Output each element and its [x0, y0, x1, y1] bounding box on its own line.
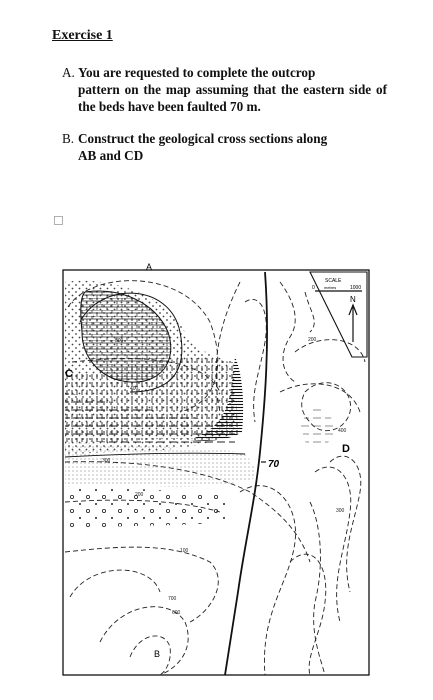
- contour-label: 400: [338, 428, 347, 434]
- contour-label: 700: [168, 596, 177, 602]
- contour-label: 100: [180, 548, 189, 554]
- pebbly-unit: [65, 488, 230, 530]
- contour-label: 300: [336, 508, 345, 514]
- contour-label: 400: [130, 386, 139, 392]
- scale-unit: metres: [324, 285, 337, 290]
- minor-outcrop: [300, 407, 335, 447]
- section-label-b: B: [154, 649, 161, 659]
- instruction-a-number: A.: [62, 65, 75, 80]
- instruction-a: [62, 64, 387, 115]
- empty-checkbox-icon[interactable]: [54, 216, 63, 225]
- section-label-a: A: [146, 262, 153, 272]
- scale-max: 1000: [350, 285, 362, 291]
- section-label-c: C: [65, 368, 73, 380]
- contour-label: 600: [172, 610, 181, 616]
- fault-throw-label: 70: [268, 459, 280, 470]
- instruction-a-line1: You are requested to complete the outcrop: [78, 65, 316, 80]
- geological-map: [60, 262, 375, 682]
- section-label-d: D: [342, 443, 350, 455]
- north-arrow-icon: [349, 305, 357, 342]
- scale-zero: 0: [312, 285, 315, 291]
- contour-label: 200: [308, 337, 317, 343]
- north-label: N: [350, 295, 356, 304]
- instruction-b-rest: AB and CD: [78, 148, 144, 163]
- instruction-a-rest: pattern on the map assuming that the eastern side of the beds have been faulted 70 m.: [78, 82, 387, 114]
- instruction-b: [62, 130, 387, 164]
- contour-label: 500: [115, 338, 124, 344]
- instruction-b-number: B.: [62, 131, 75, 146]
- contour-label: 200: [135, 492, 144, 498]
- instruction-b-line1: Construct the geological cross sections along: [78, 131, 328, 146]
- exercise-title: Exercise 1: [52, 28, 113, 43]
- scale-title: SCALE: [325, 278, 342, 284]
- contour-label: 300: [102, 458, 111, 464]
- fine-dot-unit: [65, 442, 260, 487]
